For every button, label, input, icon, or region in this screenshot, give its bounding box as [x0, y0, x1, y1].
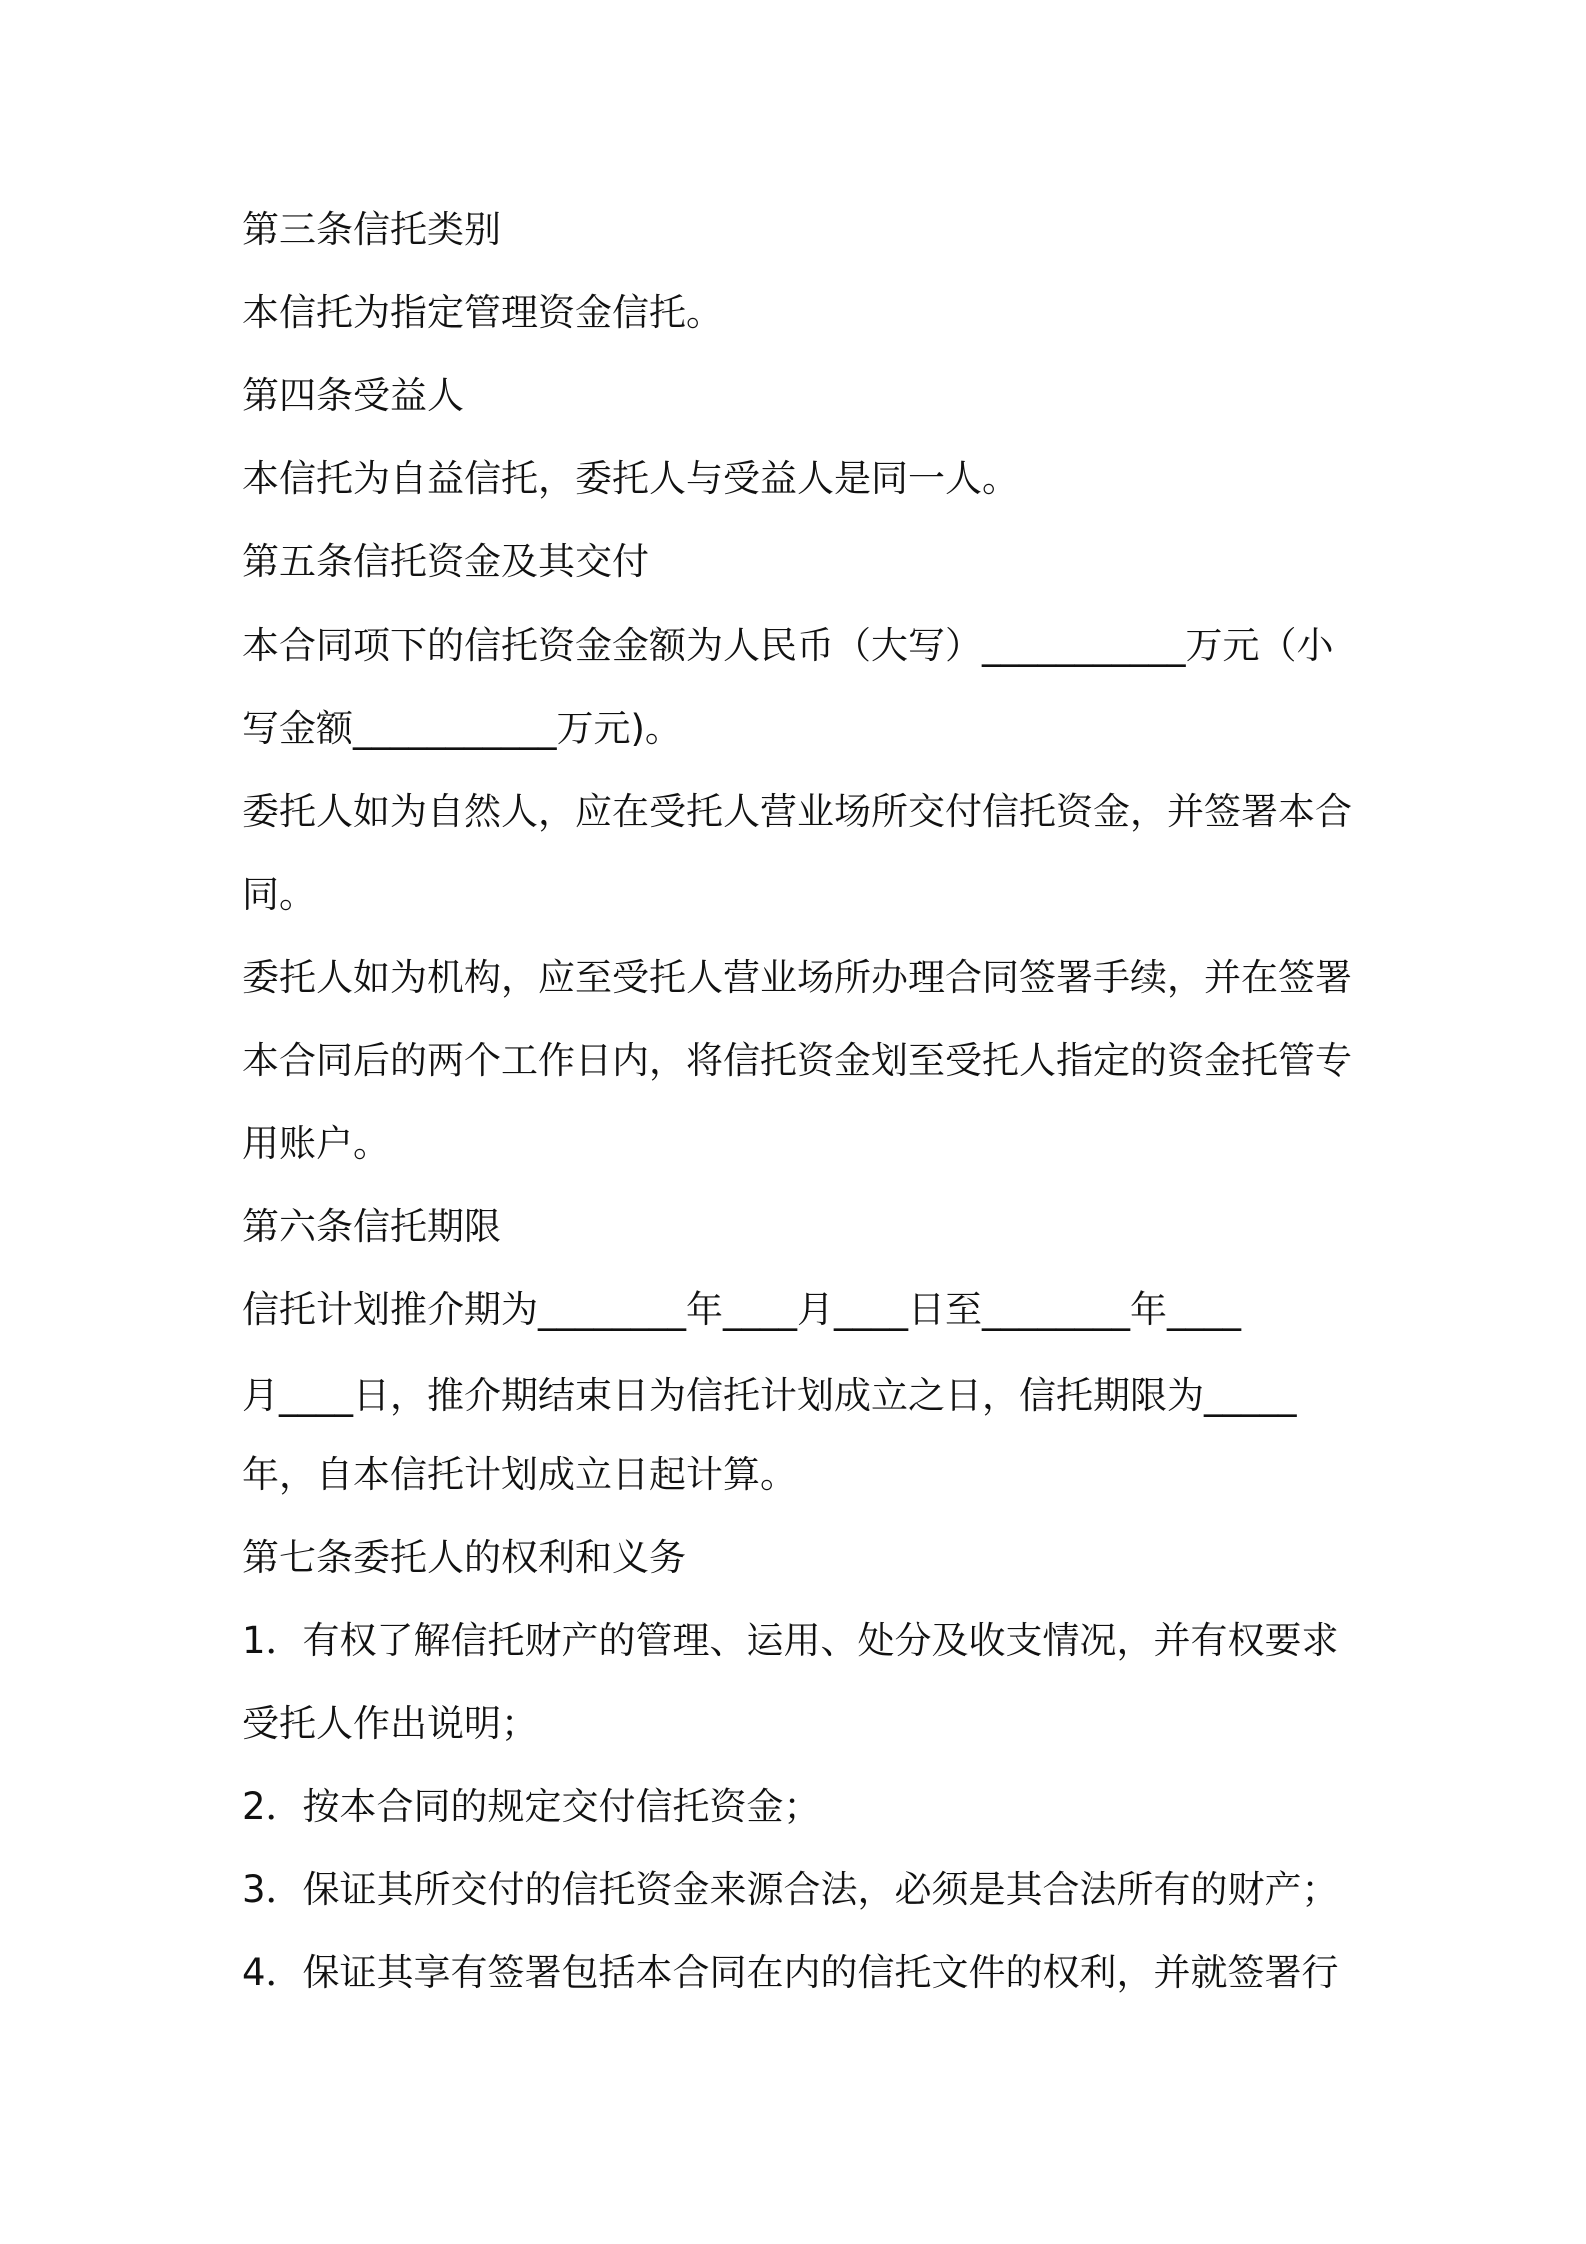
article-6-paragraph-line-2: 月____日，推介期结束日为信托计划成立之日，信托期限为_____ [242, 1374, 1297, 1417]
article-6-heading: 第六条信托期限 [242, 1205, 501, 1248]
article-5-heading: 第五条信托资金及其交付 [242, 540, 649, 583]
article-4-paragraph: 本信托为自益信托，委托人与受益人是同一人。 [242, 457, 1019, 500]
article-7-heading: 第七条委托人的权利和义务 [242, 1536, 686, 1579]
article-7-item-2: 2．按本合同的规定交付信托资金； [242, 1785, 821, 1828]
article-6-paragraph-line-1: 信托计划推介期为________年____月____日至________年____ [242, 1288, 1241, 1331]
article-5-paragraph-2-line-1: 委托人如为自然人，应在受托人营业场所交付信托资金，并签署本合 [242, 790, 1352, 833]
article-7-item-1-line-1: 1．有权了解信托财产的管理、运用、处分及收支情况，并有权要求 [242, 1619, 1339, 1662]
article-4-heading: 第四条受益人 [242, 374, 464, 417]
article-6-paragraph-line-3: 年，自本信托计划成立日起计算。 [242, 1453, 797, 1496]
article-3-heading: 第三条信托类别 [242, 208, 501, 251]
article-7-item-4-line-1: 4．保证其享有签署包括本合同在内的信托文件的权利，并就签署行 [242, 1951, 1339, 1994]
article-3-paragraph: 本信托为指定管理资金信托。 [242, 291, 723, 334]
article-5-paragraph-2-line-2: 同。 [242, 873, 316, 916]
article-5-paragraph-3-line-2: 本合同后的两个工作日内，将信托资金划至受托人指定的资金托管专 [242, 1039, 1352, 1082]
article-7-item-3: 3．保证其所交付的信托资金来源合法，必须是其合法所有的财产； [242, 1868, 1339, 1911]
article-5-paragraph-1-line-1: 本合同项下的信托资金金额为人民币（大写）___________万元（小 [242, 624, 1334, 667]
article-5-paragraph-3-line-1: 委托人如为机构，应至受托人营业场所办理合同签署手续，并在签署 [242, 956, 1352, 999]
article-7-item-1-line-2: 受托人作出说明； [242, 1702, 538, 1745]
article-5-paragraph-3-line-3: 用账户。 [242, 1122, 390, 1165]
article-5-paragraph-1-line-2: 写金额___________万元)。 [242, 707, 682, 750]
